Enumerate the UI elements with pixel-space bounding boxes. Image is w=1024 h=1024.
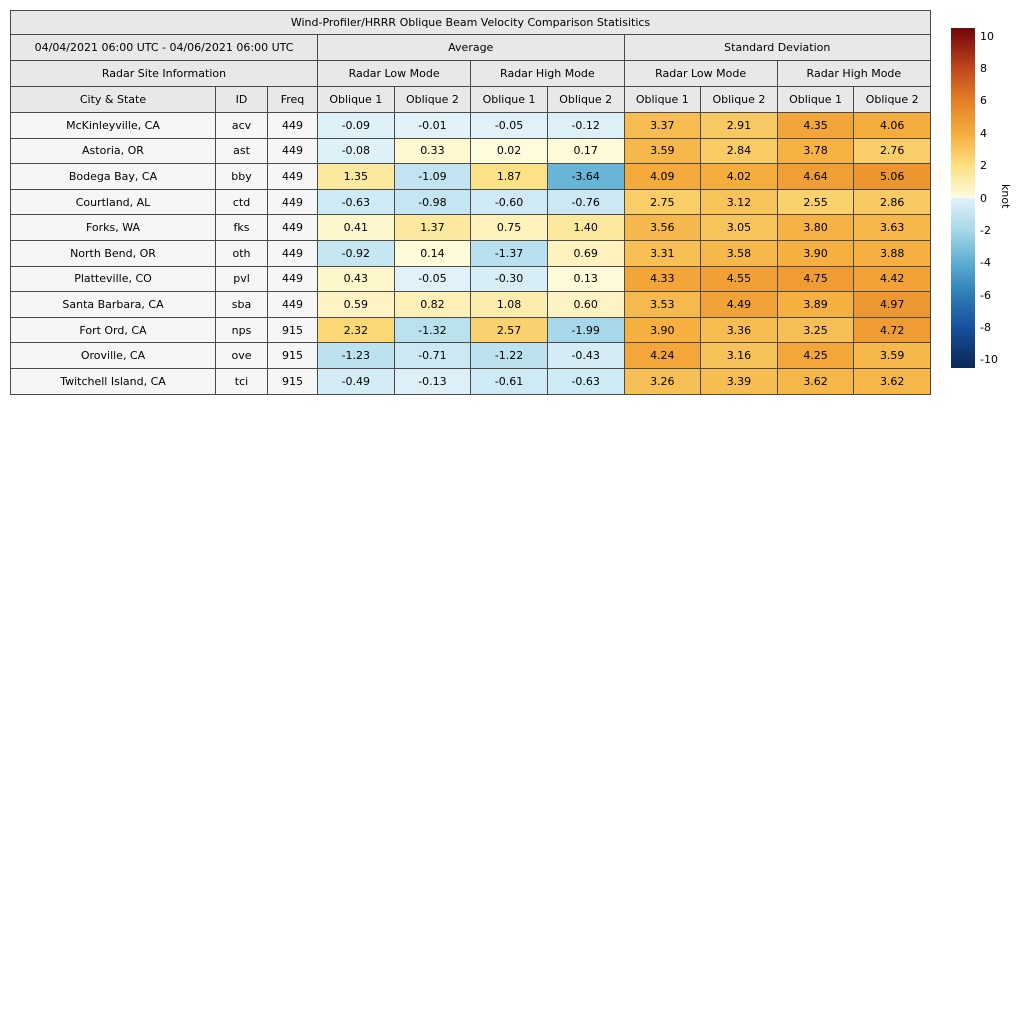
col-header-oblique: Oblique 2 — [701, 87, 778, 113]
col-header-oblique: Oblique 1 — [471, 87, 548, 113]
value-cell: 1.37 — [394, 215, 471, 241]
city-cell: Forks, WA — [11, 215, 216, 241]
table-row — [11, 164, 931, 190]
value-cell: 1.35 — [318, 164, 395, 190]
group-header-standard-deviation: Standard Deviation — [624, 35, 931, 61]
city-cell: Bodega Bay, CA — [11, 164, 216, 190]
colorbar-tick-label: 0 — [980, 191, 987, 205]
freq-cell: 915 — [268, 343, 318, 369]
value-cell: -0.63 — [547, 368, 624, 394]
site-id-cell: ast — [216, 138, 268, 164]
value-cell: 3.88 — [854, 240, 931, 266]
value-cell: -0.08 — [318, 138, 395, 164]
value-cell: 1.08 — [471, 292, 548, 318]
value-cell: 0.17 — [547, 138, 624, 164]
value-cell: 3.56 — [624, 215, 701, 241]
city-cell: Twitchell Island, CA — [11, 368, 216, 394]
colorbar-tick-label: -6 — [980, 288, 991, 302]
value-cell: 3.12 — [701, 189, 778, 215]
site-id-cell: oth — [216, 240, 268, 266]
freq-cell: 449 — [268, 189, 318, 215]
site-id-cell: acv — [216, 113, 268, 139]
city-cell: Platteville, CO — [11, 266, 216, 292]
col-header-oblique: Oblique 1 — [318, 87, 395, 113]
table-row — [11, 368, 931, 394]
value-cell: -0.60 — [471, 189, 548, 215]
site-id-cell: ove — [216, 343, 268, 369]
value-cell: 3.59 — [624, 138, 701, 164]
value-cell: 0.75 — [471, 215, 548, 241]
value-cell: 3.90 — [777, 240, 854, 266]
col-header-oblique: Oblique 1 — [624, 87, 701, 113]
site-id-cell: sba — [216, 292, 268, 318]
colorbar-tick-label: -8 — [980, 321, 991, 335]
site-id-cell: nps — [216, 317, 268, 343]
col-header-id: ID — [216, 87, 268, 113]
value-cell: 3.62 — [777, 368, 854, 394]
colorbar-unit-label: knot — [999, 184, 1012, 209]
value-cell: -1.32 — [394, 317, 471, 343]
freq-cell: 449 — [268, 266, 318, 292]
value-cell: 2.84 — [701, 138, 778, 164]
mode-header-std-high: Radar High Mode — [777, 61, 930, 87]
value-cell: 2.86 — [854, 189, 931, 215]
value-cell: 4.72 — [854, 317, 931, 343]
value-cell: 4.35 — [777, 113, 854, 139]
freq-cell: 449 — [268, 292, 318, 318]
value-cell: 0.59 — [318, 292, 395, 318]
value-cell: 4.49 — [701, 292, 778, 318]
table-row — [11, 343, 931, 369]
value-cell: 3.39 — [701, 368, 778, 394]
value-cell: -0.76 — [547, 189, 624, 215]
freq-cell: 915 — [268, 317, 318, 343]
value-cell: 1.87 — [471, 164, 548, 190]
value-cell: 4.09 — [624, 164, 701, 190]
value-cell: 3.16 — [701, 343, 778, 369]
value-cell: 4.64 — [777, 164, 854, 190]
site-id-cell: fks — [216, 215, 268, 241]
value-cell: -0.01 — [394, 113, 471, 139]
mode-header-avg-low: Radar Low Mode — [318, 61, 471, 87]
colorbar — [951, 28, 975, 368]
value-cell: 4.06 — [854, 113, 931, 139]
value-cell: -0.12 — [547, 113, 624, 139]
date-range: 04/04/2021 06:00 UTC - 04/06/2021 06:00 UTC — [11, 35, 318, 61]
col-header-freq: Freq — [268, 87, 318, 113]
table-row — [11, 138, 931, 164]
value-cell: 3.25 — [777, 317, 854, 343]
table-row — [11, 189, 931, 215]
colorbar-tick-label: -10 — [980, 353, 998, 367]
value-cell: 0.60 — [547, 292, 624, 318]
table-row — [11, 266, 931, 292]
site-id-cell: bby — [216, 164, 268, 190]
title-row — [11, 11, 931, 35]
colorbar-tick-label: 10 — [980, 29, 994, 43]
value-cell: 0.43 — [318, 266, 395, 292]
value-cell: -0.98 — [394, 189, 471, 215]
value-cell: 0.33 — [394, 138, 471, 164]
colorbar-tick-label: 6 — [980, 94, 987, 108]
value-cell: -0.13 — [394, 368, 471, 394]
value-cell: -0.43 — [547, 343, 624, 369]
table-row — [11, 113, 931, 139]
col-header-oblique: Oblique 2 — [854, 87, 931, 113]
freq-cell: 915 — [268, 368, 318, 394]
colorbar-tick-label: 4 — [980, 126, 987, 140]
value-cell: 3.78 — [777, 138, 854, 164]
value-cell: 2.57 — [471, 317, 548, 343]
value-cell: -0.92 — [318, 240, 395, 266]
value-cell: -1.23 — [318, 343, 395, 369]
freq-cell: 449 — [268, 164, 318, 190]
value-cell: 0.41 — [318, 215, 395, 241]
value-cell: 4.24 — [624, 343, 701, 369]
value-cell: 3.26 — [624, 368, 701, 394]
colorbar-tick-label: -2 — [980, 223, 991, 237]
value-cell: -0.05 — [471, 113, 548, 139]
value-cell: 3.59 — [854, 343, 931, 369]
city-cell: Santa Barbara, CA — [11, 292, 216, 318]
value-cell: 3.58 — [701, 240, 778, 266]
city-cell: Oroville, CA — [11, 343, 216, 369]
value-cell: 3.90 — [624, 317, 701, 343]
value-cell: 2.75 — [624, 189, 701, 215]
colorbar-tick-label: -4 — [980, 256, 991, 270]
city-cell: North Bend, OR — [11, 240, 216, 266]
mode-header-avg-high: Radar High Mode — [471, 61, 624, 87]
value-cell: 0.82 — [394, 292, 471, 318]
value-cell: 3.05 — [701, 215, 778, 241]
col-header-city-state: City & State — [11, 87, 216, 113]
value-cell: 2.91 — [701, 113, 778, 139]
col-header-oblique: Oblique 2 — [547, 87, 624, 113]
value-cell: -0.61 — [471, 368, 548, 394]
value-cell: -1.37 — [471, 240, 548, 266]
city-cell: Fort Ord, CA — [11, 317, 216, 343]
column-header-row — [11, 87, 931, 113]
col-header-oblique: Oblique 1 — [777, 87, 854, 113]
value-cell: -0.09 — [318, 113, 395, 139]
col-header-oblique: Oblique 2 — [394, 87, 471, 113]
value-cell: 4.42 — [854, 266, 931, 292]
value-cell: -1.99 — [547, 317, 624, 343]
value-cell: 0.02 — [471, 138, 548, 164]
value-cell: 4.33 — [624, 266, 701, 292]
value-cell: -1.22 — [471, 343, 548, 369]
city-cell: McKinleyville, CA — [11, 113, 216, 139]
mode-header-std-low: Radar Low Mode — [624, 61, 777, 87]
value-cell: 3.31 — [624, 240, 701, 266]
table-row — [11, 317, 931, 343]
value-cell: -1.09 — [394, 164, 471, 190]
value-cell: -0.30 — [471, 266, 548, 292]
site-id-cell: tci — [216, 368, 268, 394]
value-cell: 4.97 — [854, 292, 931, 318]
colorbar-tick-label: 2 — [980, 159, 987, 173]
value-cell: 3.37 — [624, 113, 701, 139]
freq-cell: 449 — [268, 138, 318, 164]
site-id-cell: ctd — [216, 189, 268, 215]
table-title: Wind-Profiler/HRRR Oblique Beam Velocity Comparison Statisitics — [11, 11, 931, 35]
value-cell: -0.71 — [394, 343, 471, 369]
site-id-cell: pvl — [216, 266, 268, 292]
value-cell: 2.32 — [318, 317, 395, 343]
freq-cell: 449 — [268, 240, 318, 266]
value-cell: 5.06 — [854, 164, 931, 190]
value-cell: 1.40 — [547, 215, 624, 241]
value-cell: -0.49 — [318, 368, 395, 394]
value-cell: -3.64 — [547, 164, 624, 190]
city-cell: Astoria, OR — [11, 138, 216, 164]
group-header-row — [11, 35, 931, 61]
value-cell: -0.63 — [318, 189, 395, 215]
stats-table — [10, 10, 931, 395]
value-cell: 3.63 — [854, 215, 931, 241]
site-info-header: Radar Site Information — [11, 61, 318, 87]
value-cell: 4.02 — [701, 164, 778, 190]
value-cell: 4.55 — [701, 266, 778, 292]
value-cell: -0.05 — [394, 266, 471, 292]
table-body — [11, 113, 931, 395]
city-cell: Courtland, AL — [11, 189, 216, 215]
freq-cell: 449 — [268, 113, 318, 139]
mode-header-row — [11, 61, 931, 87]
value-cell: 0.14 — [394, 240, 471, 266]
table-row — [11, 215, 931, 241]
value-cell: 0.69 — [547, 240, 624, 266]
table-row — [11, 240, 931, 266]
value-cell: 2.55 — [777, 189, 854, 215]
value-cell: 4.75 — [777, 266, 854, 292]
freq-cell: 449 — [268, 215, 318, 241]
group-header-average: Average — [318, 35, 625, 61]
colorbar-tick-label: 8 — [980, 61, 987, 75]
value-cell: 3.80 — [777, 215, 854, 241]
value-cell: 3.36 — [701, 317, 778, 343]
value-cell: 3.53 — [624, 292, 701, 318]
value-cell: 4.25 — [777, 343, 854, 369]
table-row — [11, 292, 931, 318]
value-cell: 3.62 — [854, 368, 931, 394]
value-cell: 0.13 — [547, 266, 624, 292]
value-cell: 2.76 — [854, 138, 931, 164]
value-cell: 3.89 — [777, 292, 854, 318]
